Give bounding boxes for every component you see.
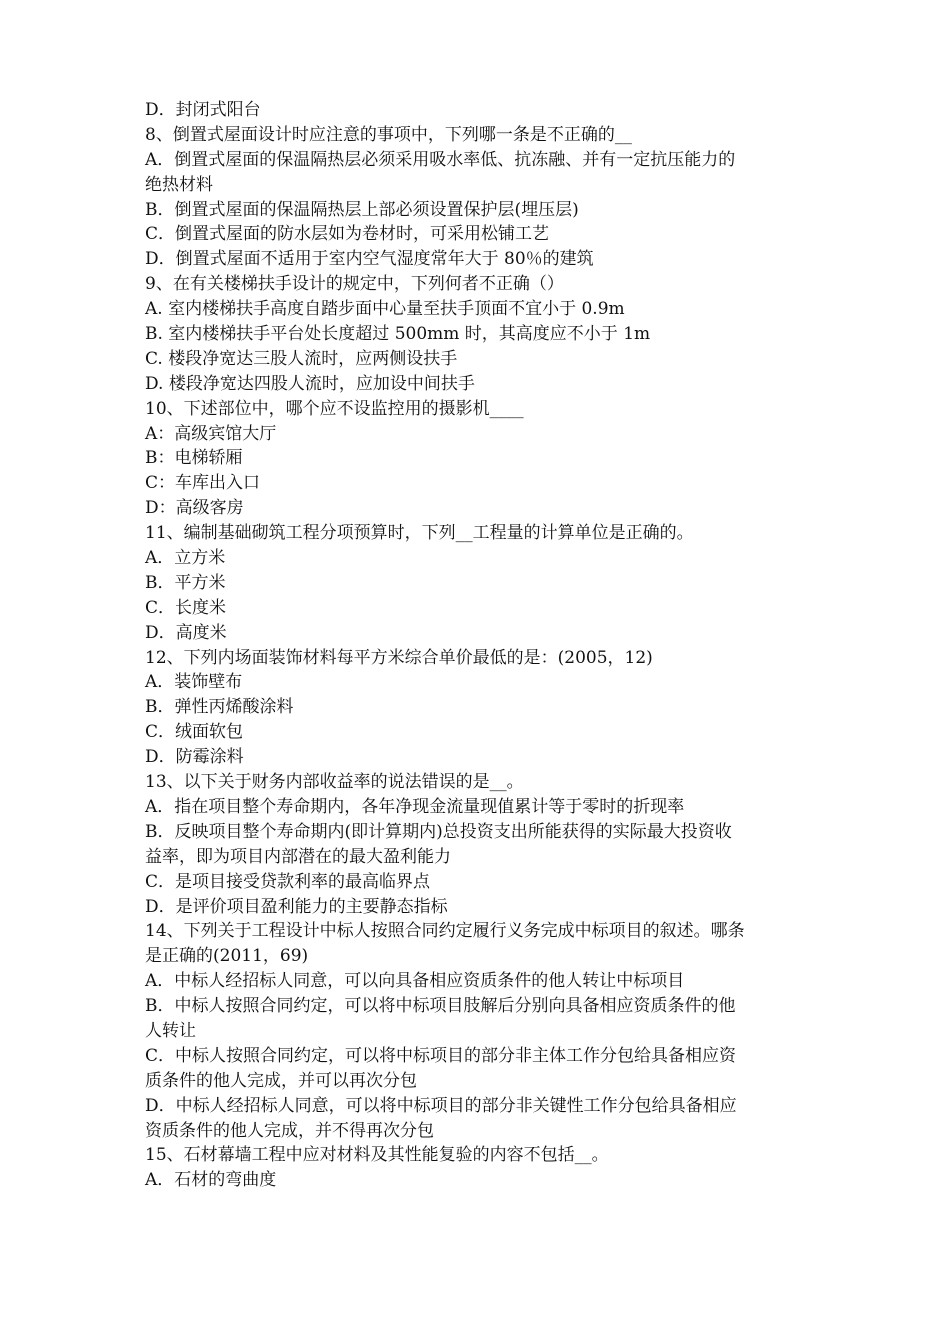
text-line: A．指在项目整个寿命期内，各年净现金流量现值累计等于零时的折现率	[145, 796, 685, 817]
text-line: A．石材的弯曲度	[145, 1170, 277, 1191]
text-line: A．装饰壁布	[145, 672, 243, 693]
text-line: B．平方米	[145, 572, 226, 593]
text-line: C．中标人按照合同约定，可以将中标项目的部分非主体工作分包给具备相应资	[145, 1045, 737, 1066]
text-line: B．弹性丙烯酸涂料	[145, 697, 294, 718]
text-line: 9、在有关楼梯扶手设计的规定中，下列何者不正确（）	[145, 274, 564, 295]
text-line: C．倒置式屋面的防水层如为卷材时，可采用松铺工艺	[145, 224, 550, 245]
text-line: D．倒置式屋面不适用于室内空气湿度常年大于 80％的建筑	[145, 249, 594, 270]
text-line: B．倒置式屋面的保温隔热层上部必须设置保护层(埋压层)	[145, 199, 579, 220]
text-line: A. 室内楼梯扶手高度自踏步面中心量至扶手顶面不宜小于 0.9m	[145, 299, 625, 320]
text-line: D．是评价项目盈利能力的主要静态指标	[145, 896, 448, 917]
text-line: 是正确的(2011，69)	[145, 946, 309, 967]
text-line: A．立方米	[145, 548, 226, 569]
text-line: C．是项目接受贷款利率的最高临界点	[145, 871, 431, 892]
text-line: 益率，即为项目内部潜在的最大盈利能力	[145, 846, 451, 867]
text-line: C．绒面软包	[145, 722, 244, 743]
text-line: 绝热材料	[145, 174, 213, 195]
text-line: A：高级宾馆大厅	[145, 423, 277, 444]
text-line: B：电梯轿厢	[145, 448, 243, 469]
document-body	[145, 98, 815, 1193]
text-line: D．封闭式阳台	[145, 100, 261, 120]
text-line: 14、下列关于工程设计中标人按照合同约定履行义务完成中标项目的叙述。哪条	[145, 921, 745, 942]
text-line: 8、倒置式屋面设计时应注意的事项中，下列哪一条是不正确的__	[145, 124, 632, 145]
text-line: 13、以下关于财务内部收益率的说法错误的是__。	[145, 772, 524, 793]
text-line: 资质条件的他人完成，并不得再次分包	[145, 1120, 434, 1141]
text-line: 10、下述部位中，哪个应不设监控用的摄影机____	[145, 398, 524, 419]
text-line: A．倒置式屋面的保温隔热层必须采用吸水率低、抗冻融、并有一定抗压能力的	[145, 149, 736, 170]
text-line: B. 室内楼梯扶手平台处长度超过 500mm 时，其高度应不小于 1m	[145, 324, 651, 345]
text-line: 12、下列内场面装饰材料每平方米综合单价最低的是：(2005，12)	[145, 647, 653, 668]
text-line: 11、编制基础砌筑工程分项预算时，下列__工程量的计算单位是正确的。	[145, 523, 694, 544]
text-line: D．防霉涂料	[145, 747, 244, 768]
text-line: C．长度米	[145, 597, 227, 618]
text-line: D．高度米	[145, 622, 227, 643]
text-line: 人转让	[145, 1020, 196, 1041]
text-line: 质条件的他人完成，并可以再次分包	[145, 1070, 417, 1091]
text-line: D：高级客房	[145, 498, 244, 519]
text-line: D. 楼段净宽达四股人流时，应加设中间扶手	[145, 373, 475, 394]
text-line: B．反映项目整个寿命期内(即计算期内)总投资支出所能获得的实际最大投资收	[145, 821, 732, 842]
text-line: D．中标人经招标人同意，可以将中标项目的部分非关键性工作分包给具备相应	[145, 1095, 737, 1116]
text-line: 15、石材幕墙工程中应对材料及其性能复验的内容不包括__。	[145, 1145, 609, 1166]
text-line: C：车库出入口	[145, 473, 261, 494]
text-line: C. 楼段净宽达三股人流时，应两侧设扶手	[145, 348, 458, 369]
text-line: B．中标人按照合同约定，可以将中标项目肢解后分别向具备相应资质条件的他	[145, 996, 736, 1017]
text-line: A．中标人经招标人同意，可以向具备相应资质条件的他人转让中标项目	[145, 971, 685, 992]
